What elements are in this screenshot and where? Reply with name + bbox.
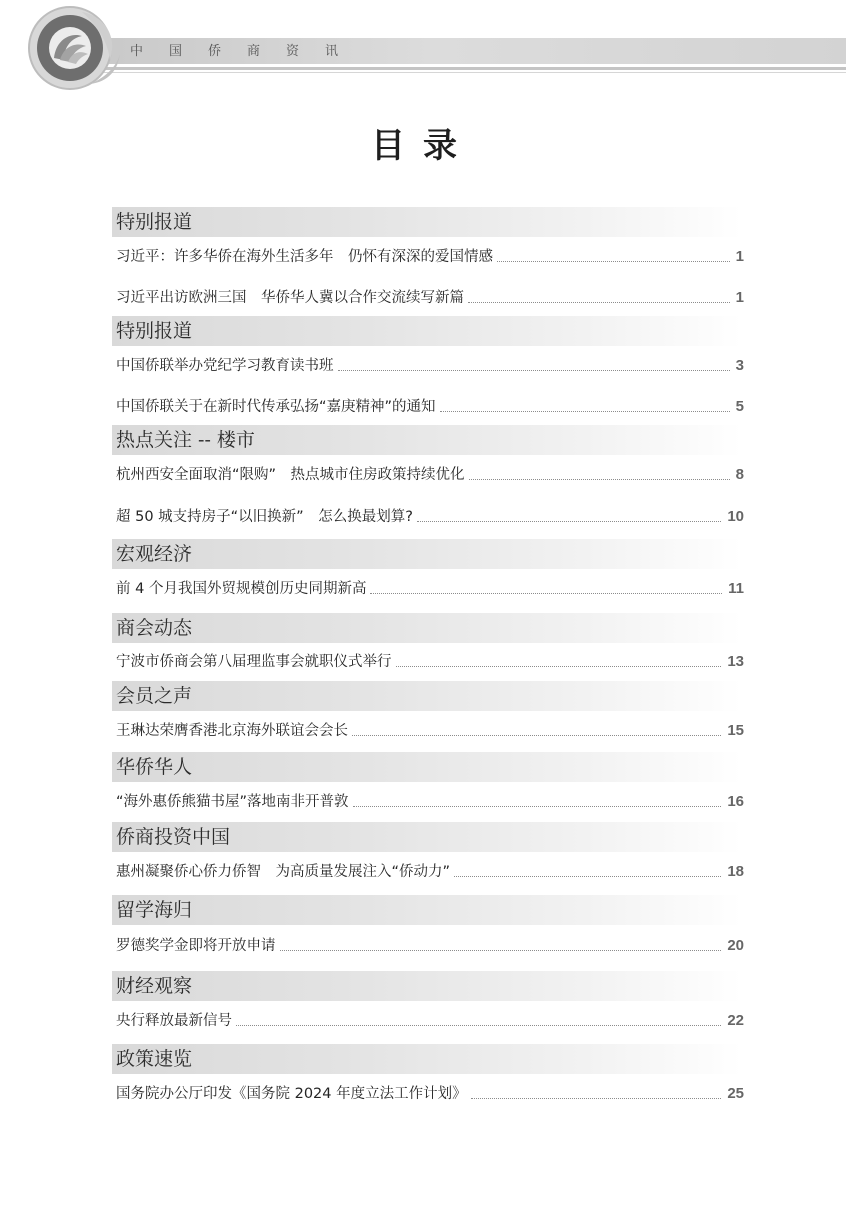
section-label: 商会动态 xyxy=(116,617,193,639)
leader-dots xyxy=(440,410,730,412)
toc-entry[interactable] xyxy=(116,860,744,882)
toc-entry[interactable] xyxy=(116,395,744,417)
entry-page-number: 13 xyxy=(727,653,744,670)
leader-dots xyxy=(417,520,721,522)
toc-entry[interactable] xyxy=(116,1082,744,1104)
entry-page-number: 1 xyxy=(735,248,744,265)
entry-title: 前 4 个月我国外贸规模创历史同期新高 xyxy=(116,581,367,597)
entry-title: 央行释放最新信号 xyxy=(116,1013,232,1029)
section-label: 华侨华人 xyxy=(116,756,193,778)
leader-dots xyxy=(468,301,730,303)
entry-page-number: 25 xyxy=(727,1085,744,1102)
section-header xyxy=(112,681,742,711)
section-header xyxy=(112,539,742,569)
section-label: 侨商投资中国 xyxy=(116,826,231,848)
entry-title: 杭州西安全面取消“限购” 热点城市住房政策持续优化 xyxy=(116,467,465,483)
section-header xyxy=(112,895,742,925)
entry-title: 宁波市侨商会第八届理监事会就职仪式举行 xyxy=(116,654,392,670)
leader-dots xyxy=(370,592,722,594)
section-label: 宏观经济 xyxy=(116,543,193,565)
toc-entry[interactable] xyxy=(116,286,744,308)
entry-page-number: 15 xyxy=(727,722,744,739)
page-title: 目录 xyxy=(371,126,475,166)
section-header xyxy=(112,207,742,237)
section-header xyxy=(112,971,742,1001)
toc-entry[interactable] xyxy=(116,790,744,812)
section-label: 会员之声 xyxy=(116,685,193,707)
entry-title: “海外惠侨熊猫书屋”落地南非开普敦 xyxy=(116,794,349,810)
section-header xyxy=(112,1044,742,1074)
entry-title: 中国侨联举办党纪学习教育读书班 xyxy=(116,358,334,374)
entry-page-number: 5 xyxy=(735,398,744,415)
entry-title: 中国侨联关于在新时代传承弘扬“嘉庚精神”的通知 xyxy=(116,399,436,415)
entry-title: 习近平：许多华侨在海外生活多年 仍怀有深深的爱国情感 xyxy=(116,249,493,265)
toc-entry[interactable] xyxy=(116,1009,744,1031)
section-label: 政策速览 xyxy=(116,1048,193,1070)
toc-entry[interactable] xyxy=(116,245,744,267)
entry-title: 习近平出访欧洲三国 华侨华人冀以合作交流续写新篇 xyxy=(116,290,464,306)
leader-dots xyxy=(353,805,722,807)
leader-dots xyxy=(469,478,730,480)
section-header xyxy=(112,425,742,455)
toc-entry[interactable] xyxy=(116,463,744,485)
section-header xyxy=(112,752,742,782)
toc-entry[interactable] xyxy=(116,505,744,527)
section-label: 财经观察 xyxy=(116,975,193,997)
publication-name: 中国侨商资讯 xyxy=(130,44,365,59)
entry-page-number: 22 xyxy=(727,1012,744,1029)
section-header xyxy=(112,822,742,852)
section-label: 特别报道 xyxy=(116,211,193,233)
leader-dots xyxy=(352,734,721,736)
leader-dots xyxy=(497,260,730,262)
entry-title: 罗德奖学金即将开放申请 xyxy=(116,938,276,954)
entry-page-number: 10 xyxy=(727,508,744,525)
section-header xyxy=(112,316,742,346)
entry-title: 惠州凝聚侨心侨力侨智 为高质量发展注入“侨动力” xyxy=(116,864,451,880)
entry-page-number: 18 xyxy=(727,863,744,880)
entry-title: 国务院办公厅印发《国务院 2024 年度立法工作计划》 xyxy=(116,1086,467,1102)
toc-entry[interactable] xyxy=(116,934,744,956)
toc-entry[interactable] xyxy=(116,719,744,741)
section-label: 留学海归 xyxy=(116,899,193,921)
entry-page-number: 16 xyxy=(727,793,744,810)
section-header xyxy=(112,613,742,643)
entry-title: 王琳达荣膺香港北京海外联谊会会长 xyxy=(116,723,348,739)
leader-dots xyxy=(338,369,730,371)
leader-dots xyxy=(236,1024,721,1026)
leader-dots xyxy=(280,949,722,951)
entry-page-number: 20 xyxy=(727,937,744,954)
toc-entry[interactable] xyxy=(116,354,744,376)
toc-entry[interactable] xyxy=(116,650,744,672)
entry-page-number: 8 xyxy=(735,466,744,483)
toc-entry[interactable] xyxy=(116,577,744,599)
entry-page-number: 11 xyxy=(728,580,744,597)
entry-title: 超 50 城支持房子“以旧换新” 怎么换最划算? xyxy=(116,509,413,525)
leader-dots xyxy=(471,1097,722,1099)
entry-page-number: 3 xyxy=(735,357,744,374)
leader-dots xyxy=(396,665,722,667)
section-label: 热点关注 -- 楼市 xyxy=(116,429,255,451)
entry-page-number: 1 xyxy=(735,289,744,306)
leader-dots xyxy=(454,875,721,877)
section-label: 特别报道 xyxy=(116,320,193,342)
